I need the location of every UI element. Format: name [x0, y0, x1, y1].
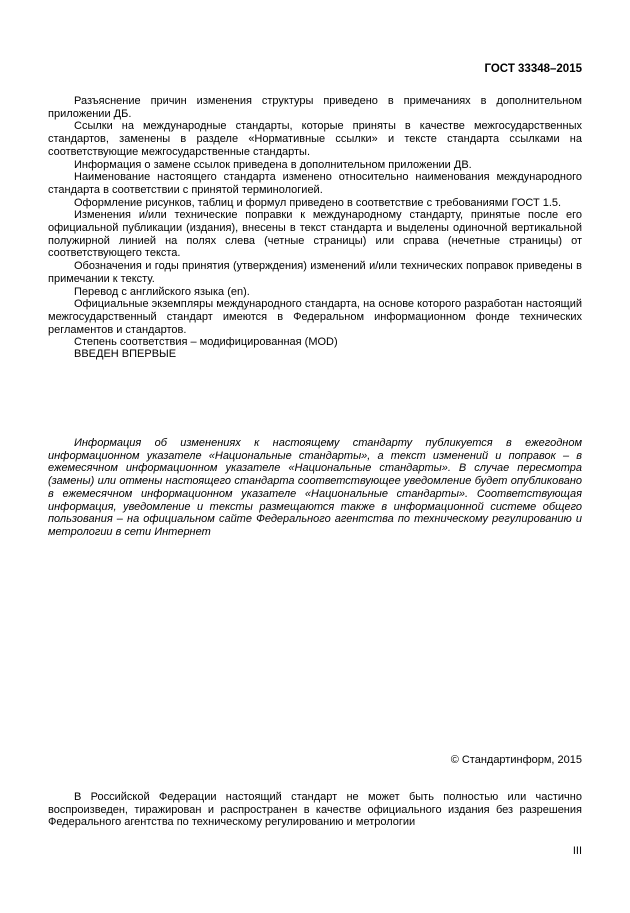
- introduced-first-time: ВВЕДЕН ВПЕРВЫЕ: [74, 348, 177, 360]
- paragraph-references: Ссылки на международные стандарты, которые приняты в качестве межгосударственных стандартов, заменены в разделе «Нормативные ссылки» и тексте стандарта ссылками на соответствующие межгосударственные стандарты.: [48, 120, 582, 158]
- paragraph-amendment-designations: Обозначения и годы принятия (утверждения) изменений и/или технических поправок приведены в примечании к тексту.: [48, 260, 582, 285]
- preface-body: [48, 95, 582, 349]
- paragraph-translation: Перевод с английского языка (en).: [74, 285, 250, 298]
- paragraph-structure-note: Разъяснение причин изменения структуры приведено в примечаниях в дополнительном приложении ДБ.: [48, 95, 582, 120]
- paragraph-formatting: Оформление рисунков, таблиц и формул приведено в соответствие с требованиями ГОСТ 1.5.: [74, 196, 562, 209]
- paragraph-references-replacement: Информация о замене ссылок приведена в дополнительном приложении ДВ.: [74, 158, 472, 171]
- update-information-notice: [48, 437, 582, 539]
- paragraph-conformity-degree: Степень соответствия – модифицированная (MOD): [74, 336, 338, 349]
- reproduction-rights-notice: [48, 791, 582, 829]
- update-information-text: Информация об изменениях к настоящему стандарту публикуется в ежегодном информационном указателе «Национальные стандарты», а текст изменений и поправок – в ежемесячном информационном указателе «Национальные стандарты». В случае пересмотра (замены) или отмены настоящего стандарта соответствующее уведомление будет опубликовано в ежемесячном информационном указателе «Национальные стандарты». Соответствующая информация, уведомление и тексты размещаются также в информационной системе общего пользования – на официальном сайте Федерального агентства по техническому регулированию и метрологии в сети Интернет: [48, 437, 582, 538]
- paragraph-official-copies: Официальные экземпляры международного стандарта, на основе которого разработан настоящий межгосударственный стандарт имеются в Федеральном информационном фонде технических регламентов и стандартов.: [48, 298, 582, 336]
- paragraph-amendments: Изменения и/или технические поправки к международному стандарту, принятые после его официальной публикации (издания), внесены в текст стандарта и выделены одиночной вертикальной полужирной линией на полях слева (четные страницы) или справа (нечетные страницы) от соответствующего текста.: [48, 209, 582, 260]
- paragraph-title-change: Наименование настоящего стандарта изменено относительно наименования международного стандарта в соответствии с принятой терминологией.: [48, 171, 582, 196]
- page-number: III: [572, 845, 582, 857]
- standard-code-header: ГОСТ 33348–2015: [484, 63, 582, 75]
- copyright-line: © Стандартинформ, 2015: [450, 754, 582, 766]
- reproduction-rights-text: В Российской Федерации настоящий стандарт не может быть полностью или частично воспроизведен, тиражирован и распространен в качестве официального издания без разрешения Федерального агентства по техническому регулированию и метрологии: [48, 791, 582, 829]
